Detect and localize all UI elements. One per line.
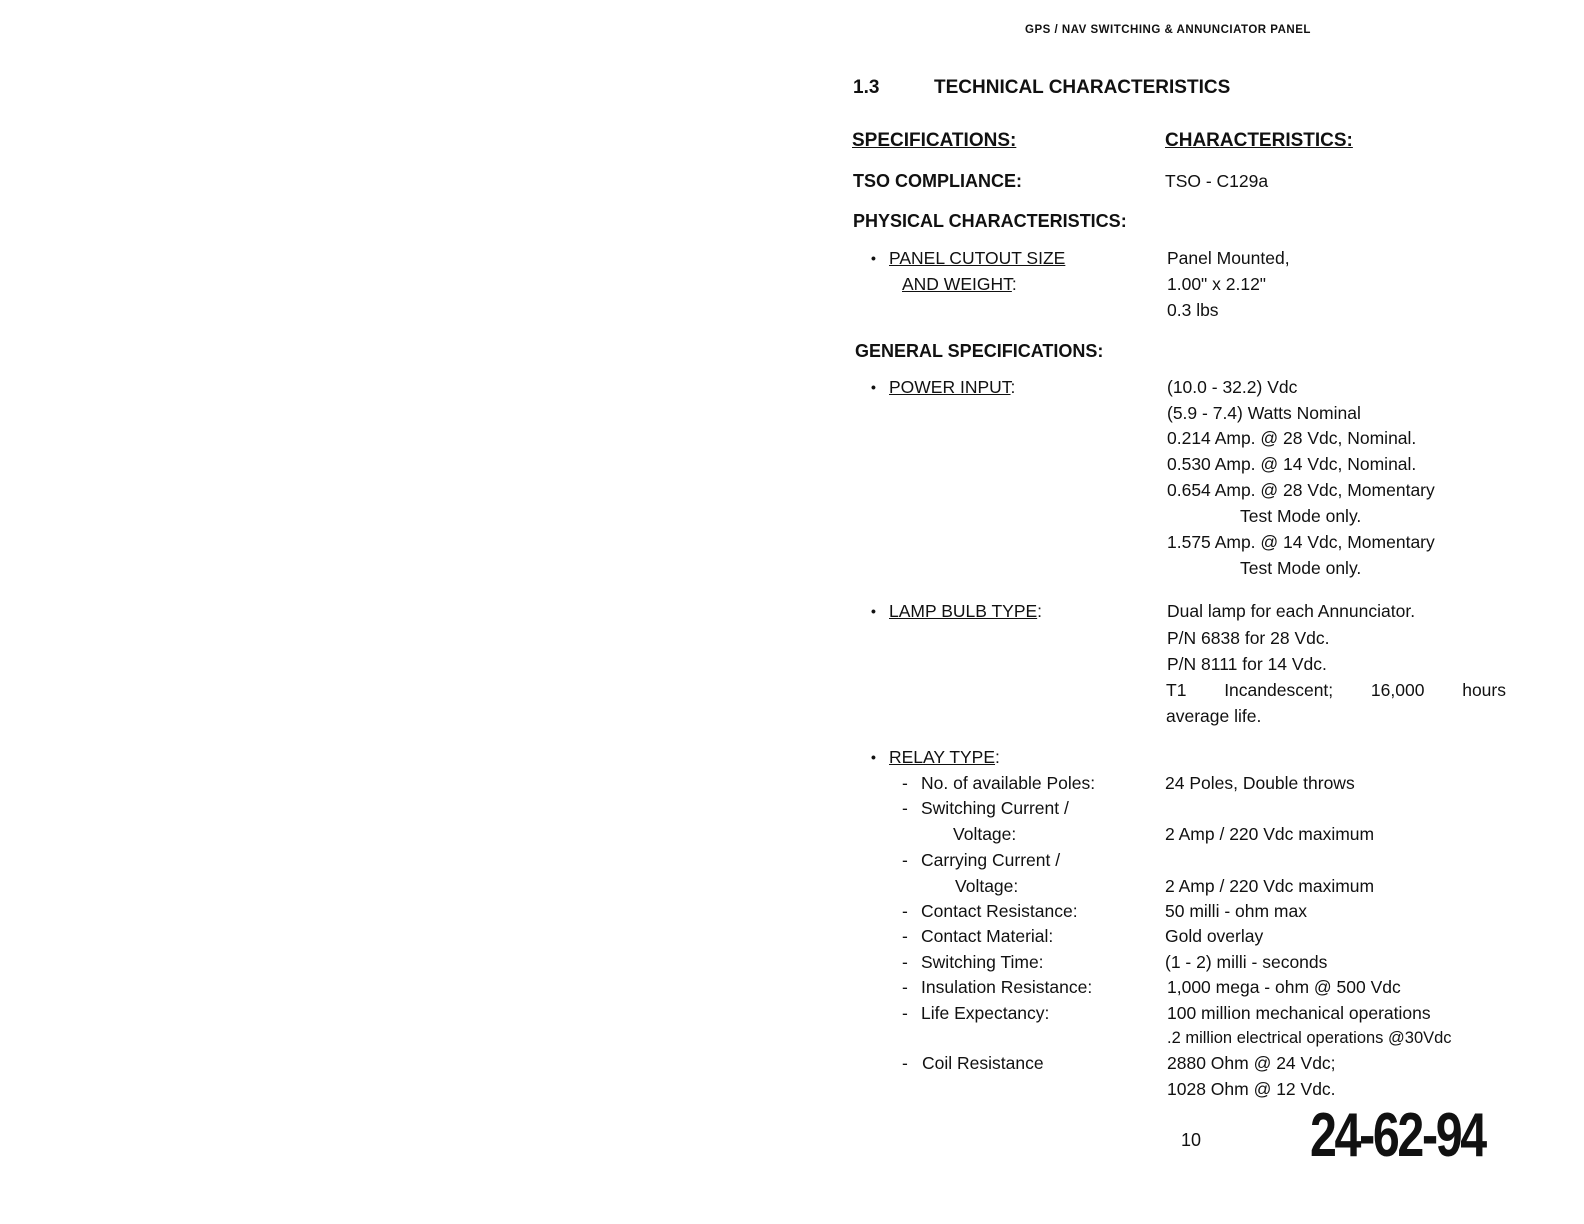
document-number: 24-62-94 (1310, 1101, 1485, 1170)
relay-row-label: Life Expectancy: (921, 1003, 1050, 1023)
physical-value-2: 1.00" x 2.12" (1167, 274, 1267, 294)
relay-row-label: No. of available Poles: (921, 773, 1096, 793)
tso-value: TSO - C129a (1165, 171, 1269, 191)
relay-dash: - (902, 977, 908, 997)
relay-type-label-text: RELAY TYPE (889, 747, 996, 767)
lamp-value-1: Dual lamp for each Annunciator. (1167, 601, 1416, 621)
relay-row-label: Insulation Resistance: (921, 977, 1093, 997)
relay-dash: - (902, 901, 908, 921)
relay-row-label-2: Voltage: (955, 876, 1019, 896)
relay-row-value: 2 Amp / 220 Vdc maximum (1165, 876, 1375, 896)
lamp-value-2: P/N 6838 for 28 Vdc. (1167, 628, 1330, 648)
lamp-value-4: T1 Incandescent; 16,000 hours (1166, 680, 1506, 700)
relay-dash: - (902, 798, 908, 818)
lamp-bulb-colon: : (1037, 601, 1043, 621)
relay-row-label: Coil Resistance (922, 1053, 1044, 1073)
power-value-8: Test Mode only. (1240, 558, 1362, 578)
weight-label-text: AND WEIGHT (902, 274, 1012, 294)
lamp-bulb-label (889, 601, 1042, 622)
page-header: GPS / NAV SWITCHING & ANNUNCIATOR PANEL (1025, 24, 1311, 36)
physical-value-1: Panel Mounted, (1167, 248, 1290, 268)
panel-cutout-label: PANEL CUTOUT SIZE (889, 248, 1066, 268)
lamp-value-3: P/N 8111 for 14 Vdc. (1167, 654, 1327, 674)
weight-label (902, 274, 1017, 295)
relay-type-colon: : (995, 747, 1000, 767)
power-value-1: (10.0 - 32.2) Vdc (1167, 377, 1298, 397)
bullet-icon: • (871, 603, 876, 619)
power-value-4: 0.530 Amp. @ 14 Vdc, Nominal. (1167, 454, 1417, 474)
relay-row-value: 1,000 mega - ohm @ 500 Vdc (1167, 977, 1401, 997)
physical-value-3: 0.3 lbs (1167, 300, 1219, 320)
relay-dash: - (902, 952, 908, 972)
specifications-heading: SPECIFICATIONS: (852, 130, 1017, 151)
relay-dash: - (902, 1003, 908, 1023)
lamp-value-5: average life. (1166, 706, 1262, 726)
bullet-icon: • (871, 379, 876, 395)
power-value-3: 0.214 Amp. @ 28 Vdc, Nominal. (1167, 428, 1417, 448)
relay-row-value-2: 1028 Ohm @ 12 Vdc. (1167, 1079, 1336, 1099)
relay-row-value: 50 milli - ohm max (1165, 901, 1307, 921)
relay-row-value: 2880 Ohm @ 24 Vdc; (1167, 1053, 1336, 1073)
section-number: 1.3 (853, 77, 880, 98)
physical-heading: PHYSICAL CHARACTERISTICS: (853, 211, 1127, 231)
relay-row-label: Contact Material: (921, 926, 1054, 946)
power-value-5: 0.654 Amp. @ 28 Vdc, Momentary (1167, 480, 1435, 500)
power-input-label (889, 377, 1015, 398)
general-heading: GENERAL SPECIFICATIONS: (855, 341, 1104, 361)
relay-row-label: Contact Resistance: (921, 901, 1078, 921)
power-value-6: Test Mode only. (1240, 506, 1362, 526)
relay-row-label-2: Voltage: (953, 824, 1017, 844)
page-number: 10 (1181, 1130, 1202, 1150)
relay-row-value: (1 - 2) milli - seconds (1165, 952, 1328, 972)
power-value-2: (5.9 - 7.4) Watts Nominal (1167, 403, 1361, 423)
bullet-icon: • (871, 749, 876, 765)
relay-row-value: Gold overlay (1165, 926, 1264, 946)
lamp-bulb-label-text: LAMP BULB TYPE (889, 601, 1038, 621)
relay-row-value: 24 Poles, Double throws (1165, 773, 1355, 793)
bullet-icon: • (871, 250, 876, 266)
relay-row-value: 2 Amp / 220 Vdc maximum (1165, 824, 1375, 844)
weight-label-colon: : (1011, 274, 1017, 294)
relay-dash: - (902, 773, 908, 793)
relay-row-value: 100 million mechanical operations (1167, 1003, 1431, 1023)
relay-type-label (889, 747, 1000, 768)
relay-row-value-2: .2 million electrical operations @30Vdc (1167, 1029, 1452, 1047)
relay-dash: - (902, 850, 908, 870)
relay-row-label: Carrying Current / (921, 850, 1061, 870)
power-input-colon: : (1010, 377, 1016, 397)
power-input-label-text: POWER INPUT (889, 377, 1011, 397)
power-value-7: 1.575 Amp. @ 14 Vdc, Momentary (1167, 532, 1435, 552)
relay-dash: - (902, 1053, 908, 1073)
relay-row-label: Switching Current / (921, 798, 1069, 818)
section-title: TECHNICAL CHARACTERISTICS (934, 77, 1231, 98)
relay-dash: - (902, 926, 908, 946)
relay-row-label: Switching Time: (921, 952, 1044, 972)
characteristics-heading: CHARACTERISTICS: (1165, 130, 1353, 151)
tso-label: TSO COMPLIANCE: (853, 171, 1022, 191)
